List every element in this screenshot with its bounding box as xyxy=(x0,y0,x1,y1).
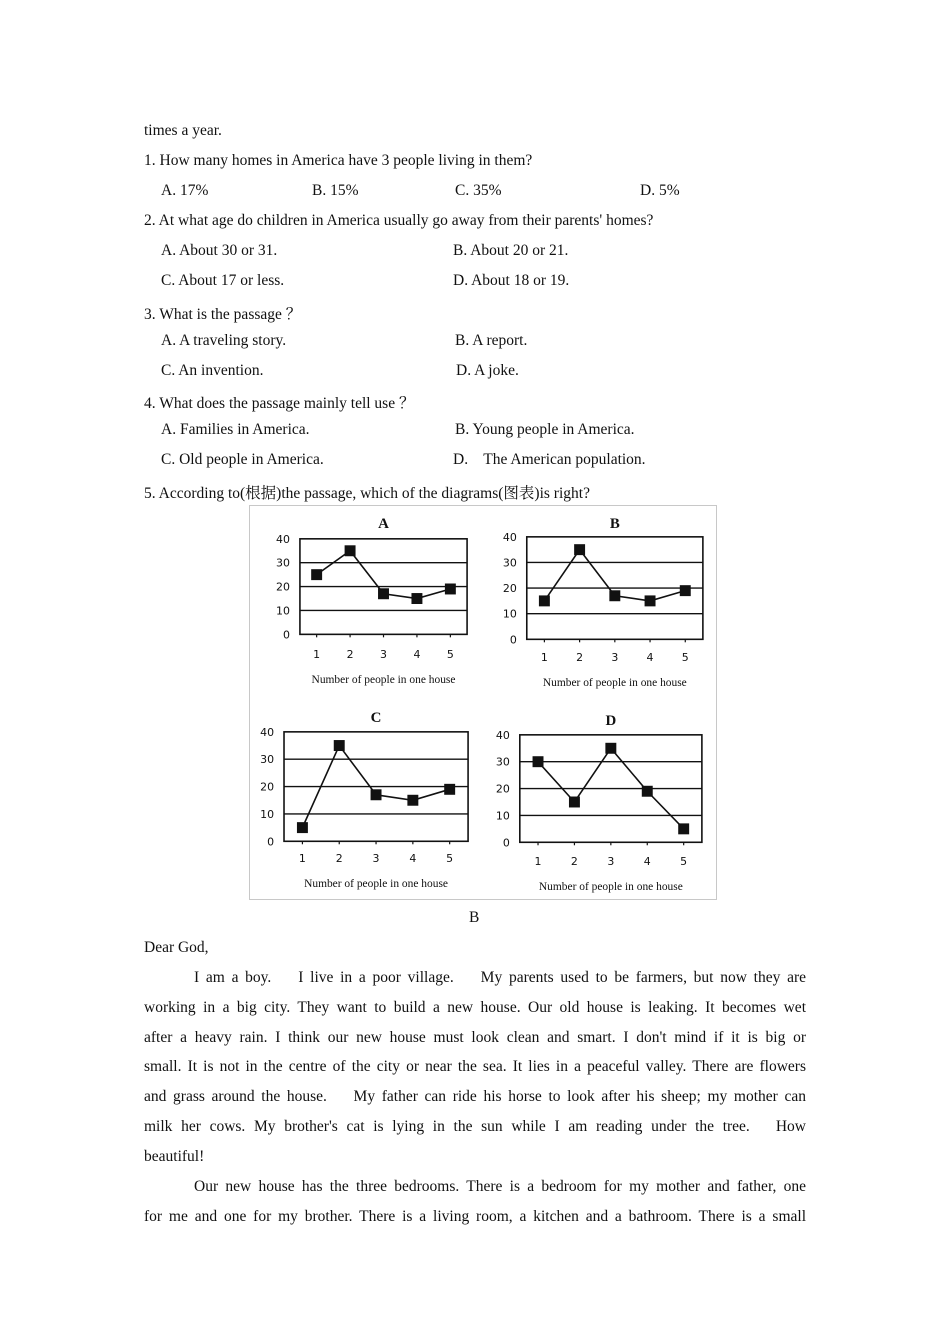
chart-d-point xyxy=(569,797,580,808)
chart-d-xtick-label: 2 xyxy=(570,855,578,869)
chart-b-xtick-label: 2 xyxy=(576,651,584,665)
chart-c-ytick-label: 30 xyxy=(260,753,275,767)
chart-a-ytick-label: 40 xyxy=(276,532,290,546)
chart-d-xlabel: Number of people in one house xyxy=(538,881,683,894)
q2-option-c: C. About 17 or less. xyxy=(161,272,285,289)
chart-c-xtick-label: 1 xyxy=(298,852,306,866)
letter-p1-line-6: milk her cows. My brother's cat is lying in the sun while I am reading under the tree. How xyxy=(144,1118,806,1135)
chart-d-xtick-label: 3 xyxy=(607,855,615,869)
chart-c-ytick-label: 10 xyxy=(260,807,275,821)
chart-b-ytick-label: 30 xyxy=(502,556,517,570)
chart-a-ytick-label: 30 xyxy=(276,556,290,570)
chart-a-ytick-label: 0 xyxy=(283,628,290,642)
chart-c-point xyxy=(297,822,308,833)
chart-c-ytick-label: 20 xyxy=(260,780,275,794)
q3-option-d: D. A joke. xyxy=(456,362,519,379)
chart-b-point xyxy=(645,595,656,606)
chart-b-xlabel: Number of people in one house xyxy=(542,677,687,690)
q2-option-a: A. About 30 or 31. xyxy=(161,242,278,259)
chart-a xyxy=(276,516,467,686)
chart-b-title: B xyxy=(609,515,620,532)
chart-c xyxy=(260,710,468,890)
letter-p2-line-2: for me and one for my brother. There is a living room, a kitchen and a bathroom. There is a small xyxy=(144,1208,806,1225)
q1-option-a: A. 17% xyxy=(161,182,209,199)
chart-b-point xyxy=(680,585,691,596)
q4-option-b: B. Young people in America. xyxy=(455,421,635,438)
question-4-stem: 4. What does the passage mainly tell use ？ xyxy=(144,395,415,412)
chart-c-xlabel: Number of people in one house xyxy=(304,878,448,891)
chart-c-xtick-label: 2 xyxy=(335,852,343,866)
q3-option-b: B. A report. xyxy=(455,332,528,349)
chart-d-point xyxy=(642,786,653,797)
chart-d-ytick-label: 20 xyxy=(495,782,510,796)
chart-d-xtick-label: 4 xyxy=(643,855,651,869)
chart-c-ytick-label: 40 xyxy=(260,725,275,739)
chart-b-ytick-label: 20 xyxy=(502,582,517,596)
chart-a-point xyxy=(445,584,456,595)
q4-option-c: C. Old people in America. xyxy=(161,451,324,468)
q3-option-c: C. An invention. xyxy=(161,362,264,379)
chart-c-point xyxy=(407,795,418,806)
letter-p1-line-2: working in a big city. They want to build a new house. Our old house is leaking. It becomes wet xyxy=(144,999,806,1016)
chart-c-xtick-label: 5 xyxy=(446,852,454,866)
q2-option-b: B. About 20 or 21. xyxy=(453,242,569,259)
chart-c-ytick-label: 0 xyxy=(267,835,275,849)
question-1-stem: 1. How many homes in America have 3 people living in them? xyxy=(144,152,533,169)
letter-p1-line-3: after a heavy rain. I think our new house must look clean and smart. I don't mind if it is big or xyxy=(144,1029,806,1046)
chart-a-point xyxy=(411,593,422,604)
chart-a-xtick-label: 3 xyxy=(380,648,387,662)
q4-option-d: D. The American population. xyxy=(453,451,646,468)
chart-c-point xyxy=(444,784,455,795)
chart-b-point xyxy=(539,595,550,606)
chart-c-point xyxy=(334,740,345,751)
chart-c-point xyxy=(371,789,382,800)
q1-option-b: B. 15% xyxy=(312,182,359,199)
chart-a-title: A xyxy=(378,515,389,532)
chart-c-title: C xyxy=(370,709,382,726)
chart-a-xtick-label: 2 xyxy=(346,648,354,662)
q4-option-a: A. Families in America. xyxy=(161,421,310,438)
diagrams-svg xyxy=(250,506,716,899)
question-3-stem: 3. What is the passage ？ xyxy=(144,306,302,323)
letter-p1-line-1: I am a boy. I live in a poor village. My parents used to be farmers, but now they are xyxy=(194,969,806,986)
chart-a-ytick-label: 10 xyxy=(276,604,290,618)
chart-b-point xyxy=(574,544,585,555)
letter-p1-last-line: beautiful! xyxy=(144,1148,205,1165)
chart-d-point xyxy=(678,823,689,834)
chart-b-xtick-label: 1 xyxy=(540,651,548,665)
chart-c-xtick-label: 4 xyxy=(409,852,417,866)
chart-d xyxy=(496,713,702,893)
chart-c-xtick-label: 3 xyxy=(372,852,380,866)
chart-d-point xyxy=(605,743,616,754)
chart-d-xtick-label: 5 xyxy=(680,855,688,869)
chart-a-xtick-label: 1 xyxy=(313,648,321,662)
chart-a-xlabel: Number of people in one house xyxy=(311,674,456,687)
letter-greeting: Dear God, xyxy=(144,939,209,956)
letter-p1-line-5: and grass around the house. My father can ride his horse to look after his sheep; my mother can xyxy=(144,1088,806,1105)
chart-d-title: D xyxy=(605,712,617,729)
chart-b-point xyxy=(609,590,620,601)
question-5-stem: 5. According to(根据)the passage, which of the diagrams(图表)is right? xyxy=(144,485,590,502)
intro-line: times a year. xyxy=(144,122,222,139)
q2-option-d: D. About 18 or 19. xyxy=(453,272,570,289)
chart-a-xtick-label: 5 xyxy=(446,648,454,662)
chart-b xyxy=(503,516,703,689)
chart-b-ytick-label: 0 xyxy=(509,633,517,647)
chart-b-ytick-label: 40 xyxy=(502,530,517,544)
chart-a-point xyxy=(378,588,389,599)
chart-d-ytick-label: 0 xyxy=(502,836,510,850)
q3-option-a: A. A traveling story. xyxy=(161,332,287,349)
diagram-figure xyxy=(249,505,717,900)
chart-d-xtick-label: 1 xyxy=(534,855,542,869)
chart-d-point xyxy=(533,756,544,767)
chart-d-ytick-label: 10 xyxy=(495,809,510,823)
section-label: B xyxy=(469,909,480,926)
letter-p1-line-4: small. It is not in the centre of the city or near the sea. It lies in a peaceful valley. There are flowers xyxy=(144,1058,806,1075)
question-2-stem: 2. At what age do children in America usually go away from their parents' homes? xyxy=(144,212,654,229)
chart-b-ytick-label: 10 xyxy=(502,607,517,621)
letter-p2-line-1: Our new house has the three bedrooms. There is a bedroom for my mother and father, one xyxy=(194,1178,806,1195)
chart-a-point xyxy=(345,545,356,556)
chart-d-ytick-label: 40 xyxy=(495,728,510,742)
q1-option-c: C. 35% xyxy=(455,182,502,199)
chart-a-point xyxy=(311,569,322,580)
chart-b-xtick-label: 5 xyxy=(681,651,689,665)
chart-b-xtick-label: 4 xyxy=(646,651,654,665)
chart-a-xtick-label: 4 xyxy=(413,648,421,662)
chart-d-ytick-label: 30 xyxy=(495,755,510,769)
chart-a-ytick-label: 20 xyxy=(276,580,290,594)
chart-b-xtick-label: 3 xyxy=(611,651,619,665)
q1-option-d: D. 5% xyxy=(640,182,680,199)
